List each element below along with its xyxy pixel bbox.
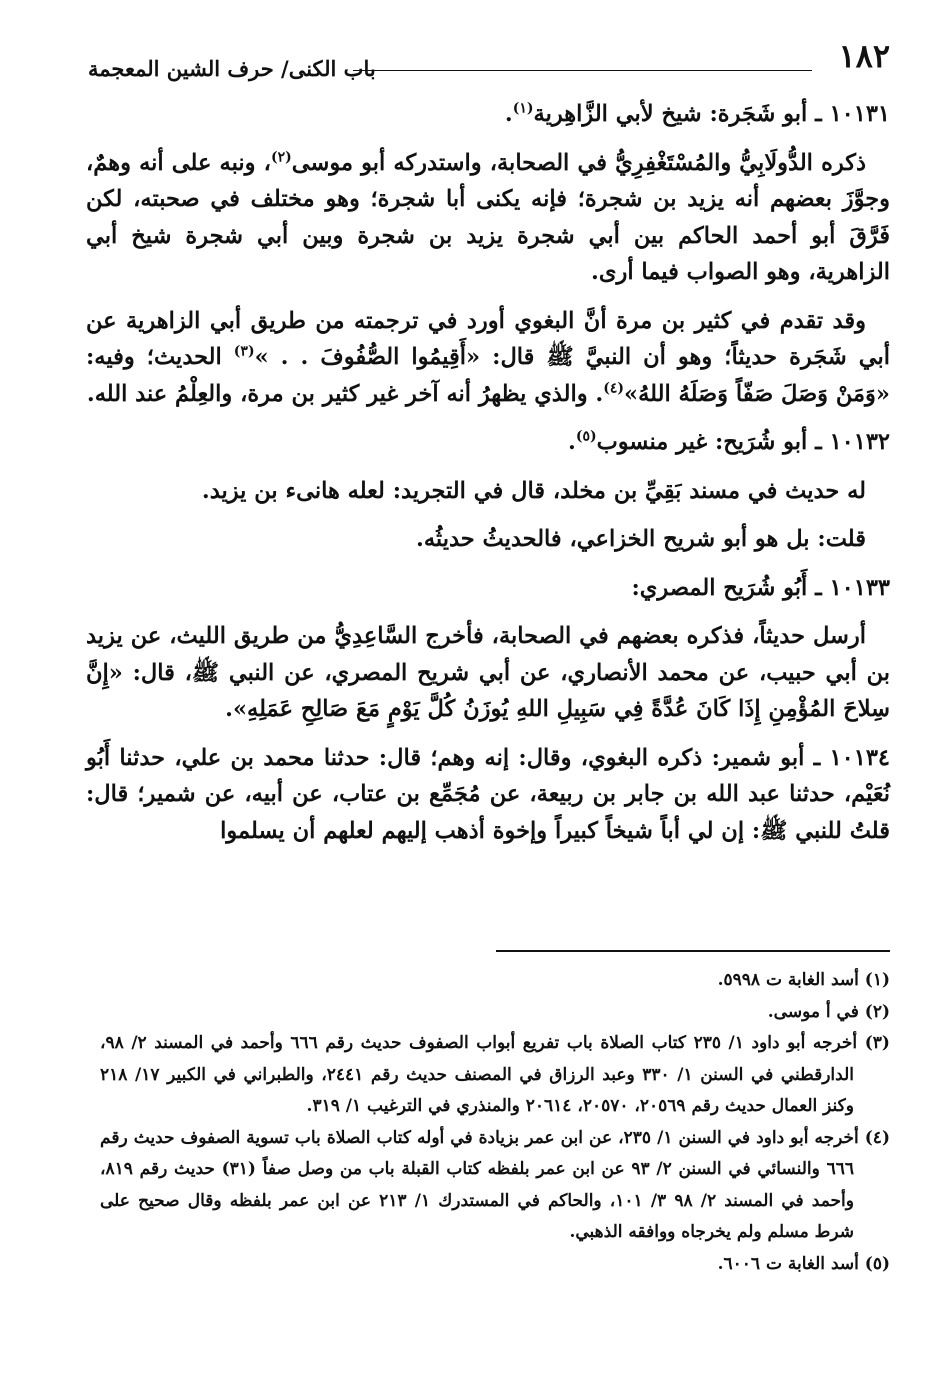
running-head: باب الكنى/ حرف الشين المعجمة	[88, 56, 376, 81]
footnote-ref[interactable]: (٤)	[603, 380, 625, 396]
footnote-3: (٣) أخرجه أبو داود ١/ ٢٣٥ كتاب الصلاة باب تفريع أبواب الصفوف حديث رقم ٦٦٦ وأحمد في المسند ٢/ ٩٨، الدارقطني في السنن ١/ ٣٣٠ وعبد الرزاق في المصنف حديث رقم ٢٤٤١، والطبراني في الكبير ١٧/ ٢١٨ وكنز العمال حديث رقم ٢٠٥٦٩، ٢٠٥٧٠، ٢٠٦١٤ والمنذري في الترغيب ١/ ٣١٩.	[100, 1033, 890, 1116]
entry-heading-10131: ١٠١٣١ ـ أبو شَجَرة: شيخ لأبي الزَّاهِرية$^{(١)}$.	[504, 100, 890, 127]
paragraph: قلت: بل هو أبو شريح الخزاعي، فالحديثُ حديثُه.	[416, 526, 866, 552]
entry-heading-text: ١٠١٣١ ـ أبو شَجَرة: شيخ لأبي الزَّاهِرية	[533, 101, 890, 127]
entry-heading-text: ١٠١٣٢ ـ أبو شُرَيح: غير منسوب	[596, 429, 890, 455]
entry-heading-10133: ١٠١٣٣ ـ أَبُو شُرَيح المصري:	[631, 574, 890, 601]
paragraph: له حديث في مسند بَقِيِّ بن مخلد، قال في التجريد: لعله هانىء بن يزيد.	[201, 477, 866, 504]
entry-10134: ١٠١٣٤ ـ أبو شمير: ذكره البغوي، وقال: إنه وهم؛ قال: حدثنا محمد بن علي، حدثنا أَبُو نُعَيْم، حدثنا عبد الله بن جابر بن ربيعة، عن مُجَمِّع بن عتاب، عن أبيه، عن شمير؛ قال: قلتُ للنبي ﷺ: إن لي أباً شيخاً كبيراً وإخوة أذهب إليهم لعلهم أن يسلموا	[86, 744, 890, 844]
footnotes	[100, 965, 890, 1280]
footnote-2: (٢) في أ موسى.	[767, 1001, 890, 1022]
footnote-ref[interactable]: (١)	[512, 100, 534, 117]
footnote-separator	[496, 950, 890, 952]
paragraph: وقد تقدم في كثير بن مرة أنَّ البغوي أورد في ترجمته من طريق أبي الزاهرية عن أبي شَجَرة حديثاً؛ وهو أن النبيَّ ﷺ قال: «أَقِيمُوا الصُّفُوفَ . . »$^{(٣)}$ الحديث؛ وفيه: «وَمَنْ وَصَلَ صَفّاً وَصَلَهُ اللهُ»$^{(٤)}$. والذي يظهرُ أنه آخر غير كثير بن مرة، والعِلْمُ عند الله.	[86, 307, 890, 407]
header-rule	[353, 70, 812, 71]
entry-heading-text: ١٠١٣٤ ـ أبو شمير:	[711, 744, 890, 771]
paragraph: أرسل حديثاً، فذكره بعضهم في الصحابة، فأخرج السَّاعِدِيُّ من طريق الليث، عن يزيد بن أبي حبيب، عن محمد الأنصاري، عن أبي شريح المصري، عن النبي ﷺ، قال: «إِنَّ سِلاحَ المُؤْمِنِ إِذَا كَانَ عُدَّةً فِي سَبِيلِ اللهِ يُوزَنُ كُلَّ يَوْمٍ مَعَ صَالِحِ عَمَلِهِ».	[86, 623, 890, 722]
page-header	[88, 36, 890, 84]
footnote-ref[interactable]: (٢)	[270, 149, 292, 165]
footnote-ref[interactable]: (٣)	[233, 343, 255, 360]
footnote-ref[interactable]: (٥)	[575, 428, 597, 445]
footnote-1: (١) أسد الغابة ت ٥٩٩٨.	[717, 970, 890, 990]
footnote-4: (٤) أخرجه أبو داود في السنن ١/ ٢٣٥، عن ابن عمر بزيادة في أوله كتاب الصلاة باب تسوية الصفوف حديث رقم ٦٦٦ والنسائي في السنن ٢/ ٩٣ عن ابن عمر بلفظه كتاب القبلة باب من وصل صفاً (٣١) حديث رقم ٨١٩، وأحمد في المسند ٢/ ٩٨ ٣/ ١٠١، والحاكم في المستدرك ١/ ٢١٣ عن ابن عمر بلفظه وقال صحيح على شرط مسلم ولم يخرجاه ووافقه الذهبي.	[100, 1127, 890, 1242]
hadith-quote: «إِنَّ سِلاحَ المُؤْمِنِ إِذَا كَانَ عُدَّةً فِي سَبِيلِ اللهِ يُوزَنُ كُلَّ يَوْمٍ مَعَ صَالِحِ عَمَلِهِ»	[86, 659, 890, 722]
main-text	[86, 96, 890, 861]
page-number: ١٨٢	[838, 37, 890, 75]
entry-heading-10132: ١٠١٣٢ ـ أبو شُرَيح: غير منسوب$^{(٥)}$.	[567, 428, 890, 455]
paragraph: ذكره الدُّولَابِيُّ والمُسْتَغْفِرِيُّ في الصحابة، واستدركه أبو موسى$^{(٢)}$، ونبه على أنه وهمٌ، وجوَّزَ بعضهم أنه يزيد بن شجرة؛ فإنه يكنى أبا شجرة؛ وهو مختلف في صحبته، لكن فَرَّقَ أبو أحمد الحاكم بين أبي شجرة يزيد بن شجرة وبين أبي شجرة شيخ أبي الزاهرية، وهو الصواب فيما أرى.	[86, 149, 890, 285]
footnote-5: (٥) أسد الغابة ت ٦٠٠٦.	[717, 1253, 890, 1274]
